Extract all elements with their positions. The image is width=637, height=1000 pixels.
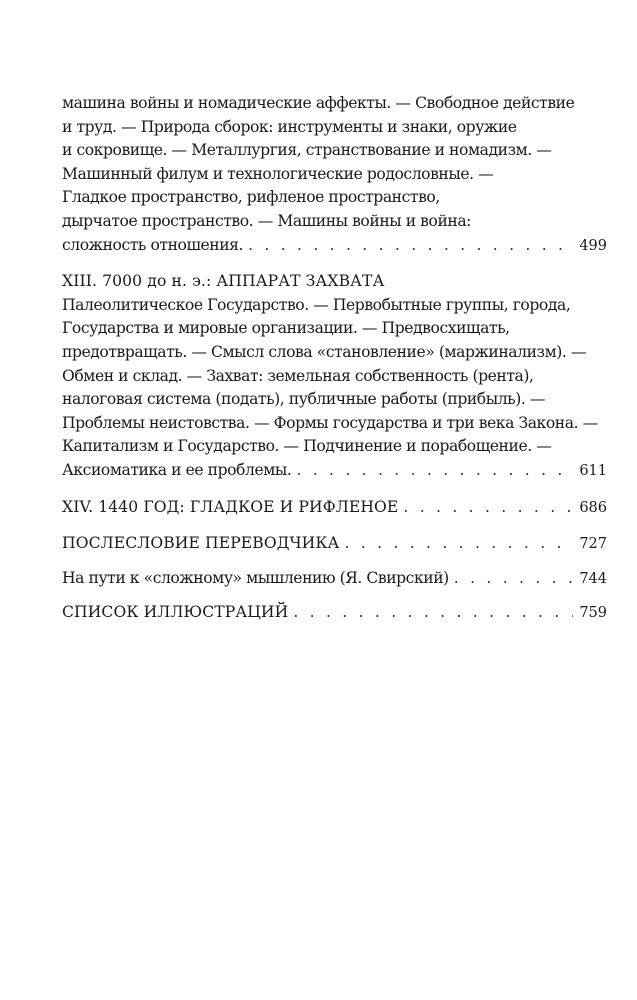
toc-entry-illustrations (62, 601, 607, 626)
toc-last-line (62, 234, 607, 259)
toc-text-line: и труд. — Природа сборок: инструменты и знаки, оружие (62, 117, 517, 136)
toc-text-line: Аксиоматика и ее проблемы. (62, 460, 292, 479)
toc-entry-essay (62, 567, 607, 592)
toc-text-line: и сокровище. — Металлургия, странствование и номадизм. — (62, 141, 552, 160)
chapter-heading: XIII. 7000 до н. э.: АППАРАТ ЗАХВАТА (62, 272, 385, 291)
toc-entry-afterword (62, 532, 607, 557)
toc-text-line: Проблемы неистовства. — Формы государства и три века Закона. — (62, 413, 598, 432)
toc-text-line: машина войны и номадические аффекты. — Свободное действие (62, 94, 575, 112)
chapter-heading: XIV. 1440 ГОД: ГЛАДКОЕ И РИФЛЕНОЕ (62, 497, 399, 516)
page-number: 744 (579, 570, 607, 587)
dot-leader (344, 532, 573, 556)
toc-last-line (62, 459, 607, 484)
chapter-heading: ПОСЛЕСЛОВИЕ ПЕРЕВОДЧИКА (62, 534, 340, 553)
page-number: 686 (579, 499, 607, 516)
toc-text-line: сложность отношения. (62, 235, 244, 254)
toc-text-line: предотвращать. — Смысл слова «становление» (маржинализм). — (62, 342, 587, 361)
toc-text-line: налоговая система (подать), публичные работы (прибыль). — (62, 390, 545, 409)
dot-leader (403, 496, 573, 520)
toc-text-line: Обмен и склад. — Захват: земельная собственность (рента), (62, 366, 534, 385)
toc-entry-xii-continued (62, 92, 607, 258)
page-number: 499 (579, 237, 607, 254)
toc-text-line: Машинный филум и технологические родословные. — (62, 164, 494, 183)
toc-entry-xiii (62, 270, 607, 483)
dot-leader (454, 567, 574, 591)
page-number: 611 (579, 462, 607, 479)
toc-text-line: Палеолитическое Государство. — Первобытные группы, города, (62, 295, 571, 314)
toc-entry-xiv (62, 496, 607, 521)
page-number: 759 (579, 605, 607, 622)
page-number: 727 (579, 536, 607, 553)
dot-leader (248, 234, 573, 258)
toc-text-line: Капитализм и Государство. — Подчинение и порабощение. — (62, 437, 552, 456)
toc-text-line: дырчатое пространство. — Машины войны и война: (62, 211, 471, 230)
toc-text-line: Государства и мировые организации. — Предвосхищать, (62, 319, 510, 338)
essay-title: На пути к «сложному» мышлению (Я. Свирский) (62, 568, 449, 587)
dot-leader (296, 459, 573, 483)
dot-leader (293, 601, 573, 625)
table-of-contents (62, 92, 607, 626)
toc-text-line: Гладкое пространство, рифленое пространство, (62, 188, 440, 207)
chapter-heading: СПИСОК ИЛЛЮСТРАЦИЙ (62, 603, 289, 622)
